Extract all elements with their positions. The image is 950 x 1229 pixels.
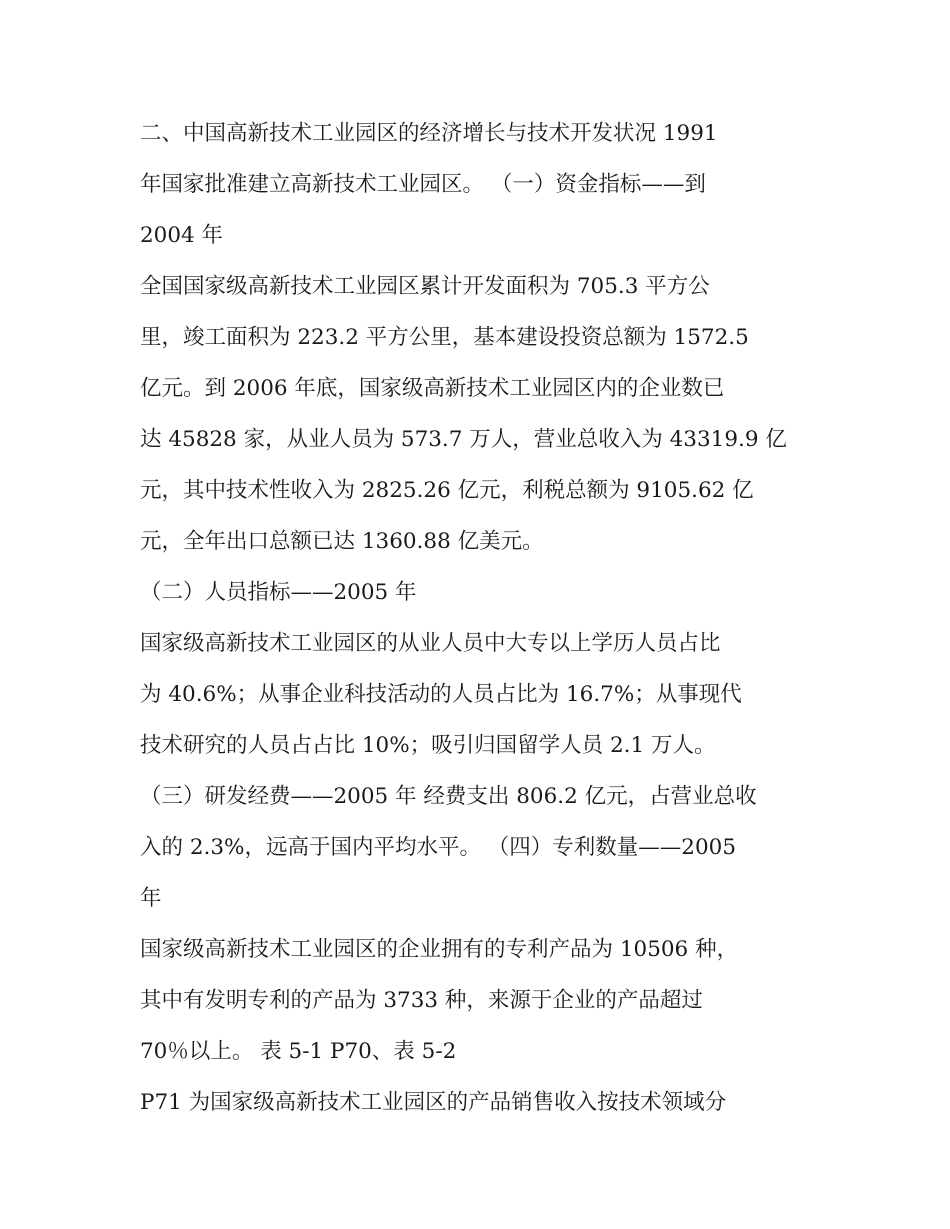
text-line: 达 45828 家，从业人员为 573.7 万人，营业总收入为 43319.9 亿 [140,427,787,452]
text-line: 元，其中技术性收入为 2825.26 亿元，利税总额为 9105.62 亿 [140,478,754,503]
text-line: 里，竣工面积为 223.2 平方公里，基本建设投资总额为 1572.5 [140,325,749,350]
text-line: 二、中国高新技术工业园区的经济增长与技术开发状况 1991 [140,121,718,146]
text-line: 技术研究的人员占占比 10%；吸引归国留学人员 2.1 万人。 [140,733,716,758]
section-heading-personnel: （二）人员指标——2005 年 [140,580,417,605]
text-line: 70％以上。 表 5-1 P70、表 5-2 [140,1039,457,1064]
text-line: 入的 2.3%，远高于国内平均水平。 （四）专利数量——2005 [140,835,737,860]
text-line: 年国家批准建立高新技术工业园区。 （一）资金指标——到 [140,172,706,197]
text-line: 为 40.6%；从事企业科技活动的人员占比为 16.7%；从事现代 [140,682,742,707]
text-line: （三）研发经费——2005 年 经费支出 806.2 亿元，占营业总收 [140,784,757,809]
text-line: 国家级高新技术工业园区的从业人员中大专以上学历人员占比 [140,631,721,656]
text-line: 元，全年出口总额已达 1360.88 亿美元。 [140,529,544,554]
text-line: 其中有发明专利的产品为 3733 种，来源于企业的产品超过 [140,988,703,1013]
text-line: 国家级高新技术工业园区的企业拥有的专利产品为 10506 种， [140,937,739,962]
text-line: 年 [140,886,162,911]
text-line: 2004 年 [140,223,224,248]
text-line: 亿元。到 2006 年底，国家级高新技术工业园区内的企业数已 [140,376,725,401]
text-line: 全国国家级高新技术工业园区累计开发面积为 705.3 平方公 [140,274,710,299]
text-line: P71 为国家级高新技术工业园区的产品销售收入按技术领域分 [140,1090,727,1115]
body-text [140,108,820,1128]
